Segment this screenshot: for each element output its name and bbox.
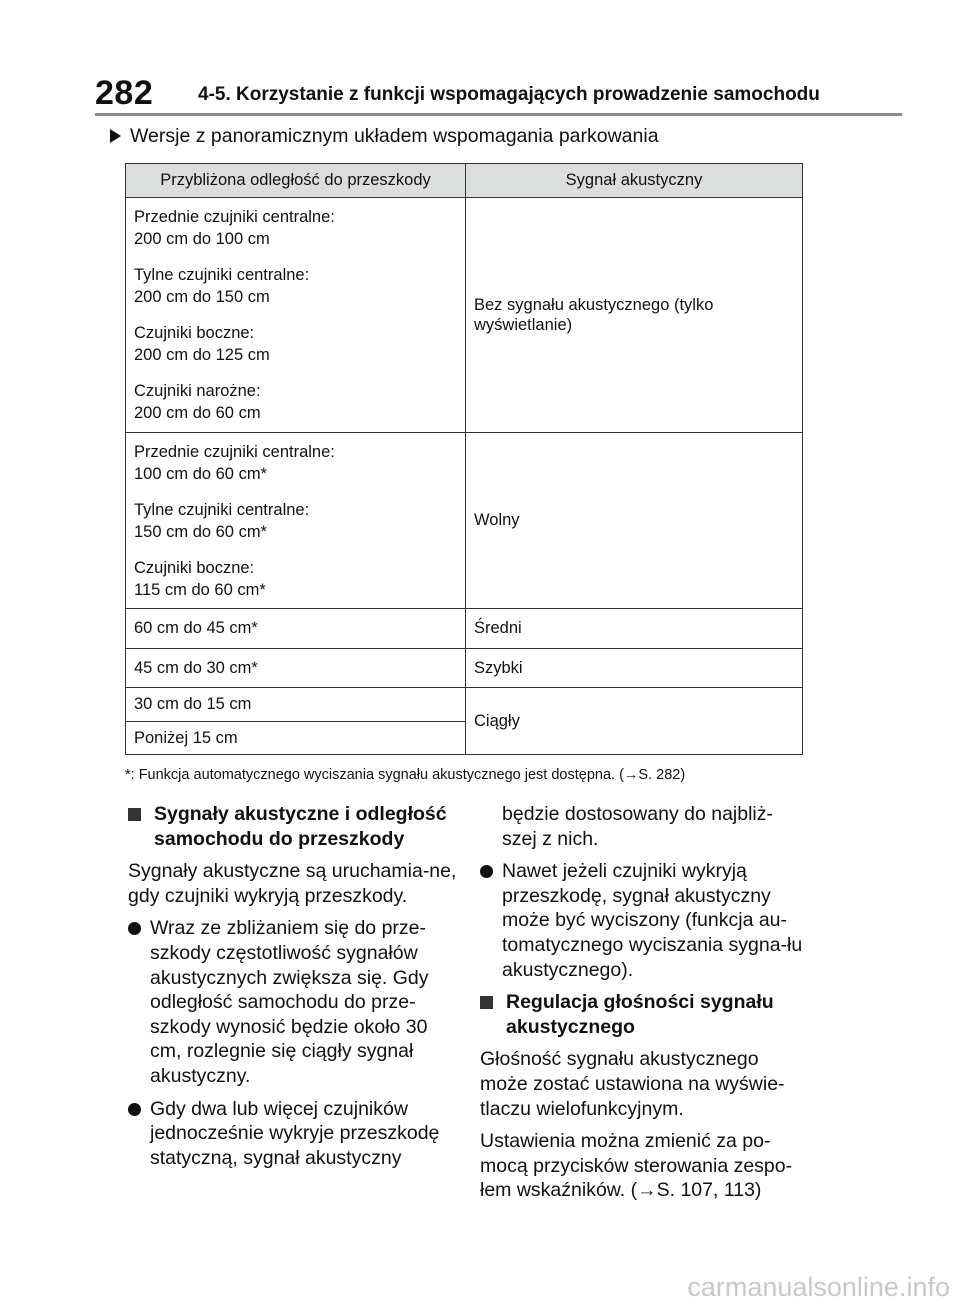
chapter-title: 4-5. Korzystanie z funkcji wspomagających prowadzenie samochodu [198,84,820,105]
buzzer-distance-table [125,163,803,755]
distance-line: 150 cm do 60 cm* [134,522,267,541]
list-item-text: Gdy dwa lub więcej czujników jednocześnie wykryje przeszkodę statyczną, sygnał akustyczny [150,1097,440,1169]
bullet-dot-icon [128,1103,141,1116]
paragraph: Ustawienia można zmienić za po-mocą przycisków sterowania zespo-łem wskaźników. (→S. 107, 113) [480,1130,793,1202]
distance-line: Przednie czujniki centralne: [134,208,335,226]
header-distance: Przybliżona odległość do przeszkody [126,164,466,198]
list-item-continuation: będzie dostosowany do najbliż-szej z nich. [502,803,774,850]
list-item [128,916,458,1088]
square-bullet-icon [128,808,141,821]
distance-cell: Poniżej 15 cm [126,722,466,755]
list-item [480,859,805,982]
paragraph: Sygnały akustyczne są uruchamia-ne, gdy czujniki wykryją przeszkody. [128,860,457,907]
distance-line: Czujniki boczne: [134,324,255,342]
bullet-dot-icon [480,865,493,878]
signal-cell: Ciągły [466,688,803,755]
table-row [126,688,803,722]
distance-cell: 45 cm do 30 cm* [126,649,466,688]
table-footnote: *: Funkcja automatycznego wyciszania sygnału akustycznego jest dostępna. (→S. 282) [125,767,686,783]
table-row [126,433,803,609]
list-item-text: Wraz ze zbliżaniem się do prze-szkody częstotliwość sygnałów akustycznych zwiększa się. Gdy odległość samochodu do prze-szkody wynosić będzie około 30 cm, rozlegnie się ciągły sygnał akustyczny. [150,917,429,1087]
distance-line: Czujniki boczne: [134,558,255,577]
section-heading-text: Regulacja głośności sygnału akustycznego [506,991,774,1038]
triangle-bullet-icon [110,129,121,143]
list-item [128,1097,458,1171]
distance-line: Tylne czujniki centralne: [134,500,310,519]
watermark: carmanualsonline.info [687,1272,950,1302]
distance-line: 200 cm do 125 cm [134,346,270,364]
right-column [480,802,805,1211]
left-column [128,802,458,1178]
distance-cell [126,198,466,433]
page-header [0,0,960,118]
paragraph: Głośność sygnału akustycznego może zostać ustawiona na wyświe-tlaczu wielofunkcyjnym. [480,1048,785,1120]
table-row [126,609,803,649]
table-row [126,198,803,433]
distance-line: 200 cm do 60 cm [134,404,261,422]
section-heading-text: Sygnały akustyczne i odległość samochodu do przeszkody [154,803,447,850]
section-heading [480,990,805,1039]
distance-cell: 30 cm do 15 cm [126,688,466,722]
table-row [126,649,803,688]
distance-line: 200 cm do 100 cm [134,230,270,248]
header-divider [95,113,902,116]
signal-cell: Wolny [466,433,803,609]
distance-line: Tylne czujniki centralne: [134,266,310,284]
signal-cell: Szybki [466,649,803,688]
distance-cell: 60 cm do 45 cm* [126,609,466,649]
distance-cell [126,433,466,609]
bullet-dot-icon [128,922,141,935]
list-item-text: Nawet jeżeli czujniki wykryją przeszkodę, sygnał akustyczny może być wyciszony (funkcja au-tomatycznego wyciszania sygna-łu akustycznego). [502,860,803,981]
distance-line: Przednie czujniki centralne: [134,442,335,461]
header-signal: Sygnał akustyczny [466,164,803,198]
signal-cell [466,198,803,433]
distance-line: 100 cm do 60 cm* [134,464,267,483]
subheading-text: Wersje z panoramicznym układem wspomagania parkowania [130,125,659,147]
signal-text: Bez sygnału akustycznego (tylko wyświetlanie) [474,296,714,334]
table-header-row [126,164,803,198]
signal-cell: Średni [466,609,803,649]
distance-line: Czujniki narożne: [134,382,261,400]
section-heading [128,802,458,851]
square-bullet-icon [480,996,493,1009]
distance-line: 200 cm do 150 cm [134,288,270,306]
section-subheading [130,124,659,148]
page-number: 282 [95,74,154,112]
distance-line: 115 cm do 60 cm* [134,580,266,599]
